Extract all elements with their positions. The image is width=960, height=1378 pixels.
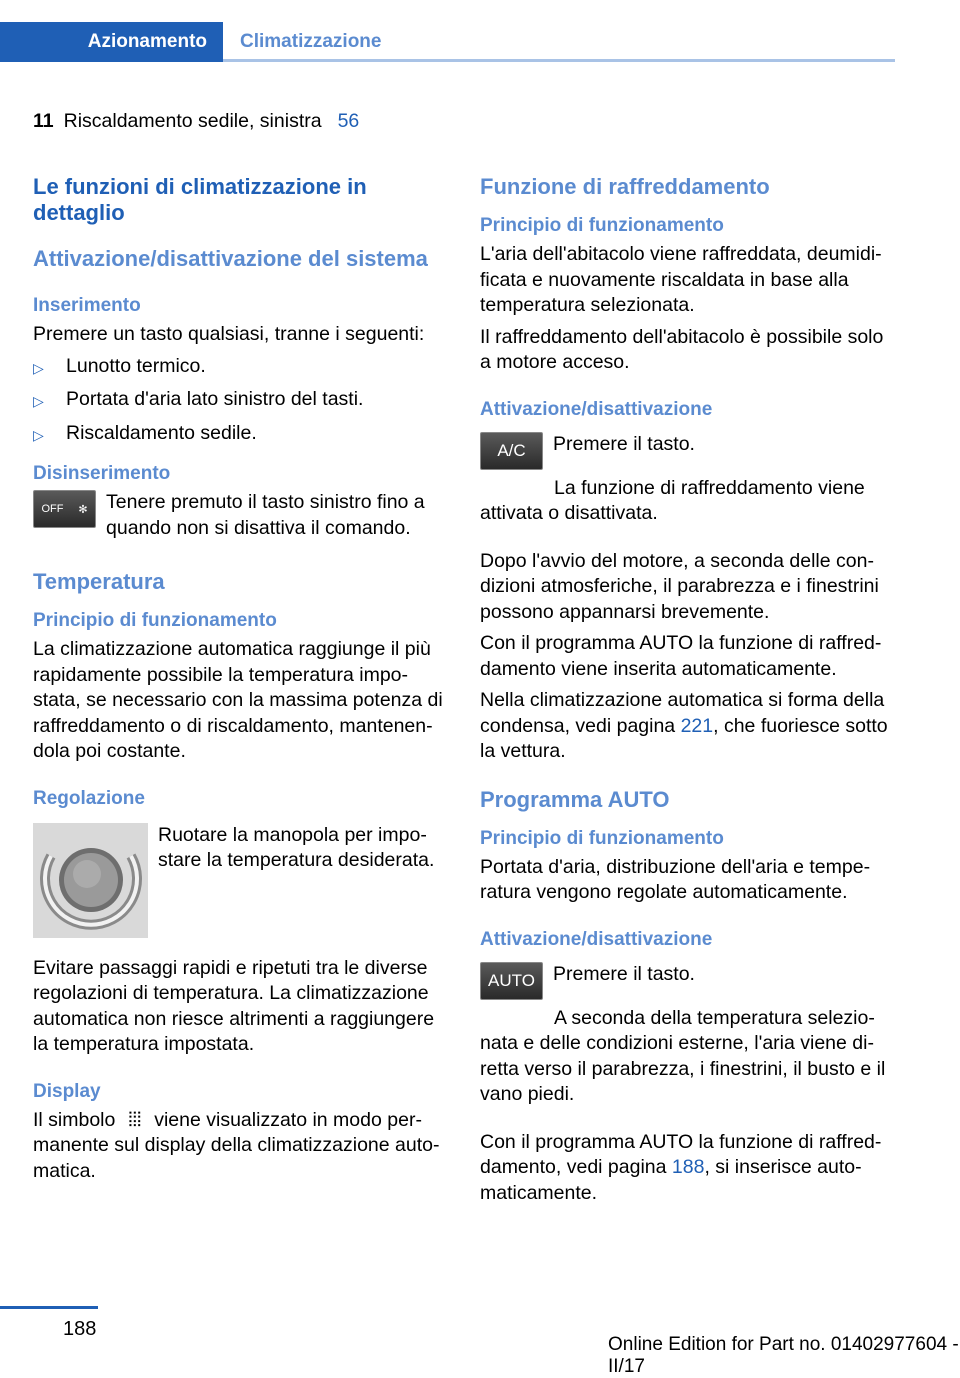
edition-text: Online Edition for Part no. 01402977604 - II/17 <box>608 1334 959 1377</box>
ac-button-row <box>480 432 895 470</box>
dopo-text: Dopo l'avvio del motore, a seconda delle condizioni atmosferiche, il parabrezza e i finestrini possono appannarsi brevemente. <box>480 549 879 623</box>
display-text <box>33 1108 448 1185</box>
knob-row <box>33 823 448 938</box>
inserimento-text: Premere un tasto qualsiasi, tranne i seguenti: <box>33 323 425 345</box>
page-link-221[interactable]: 221 <box>680 714 714 737</box>
left-column <box>33 174 448 1190</box>
con-text: Con il programma AUTO la funzione di raffreddamento viene inserita automaticamente. <box>480 632 882 680</box>
subheading-display: Display <box>33 1080 101 1102</box>
list-item <box>33 421 448 449</box>
header-tabs <box>0 22 895 62</box>
display-text-post: viene visualizzato in modo permanente sul display della climatizzazione automatica. <box>33 1108 440 1182</box>
auto-text1: Premere il tasto. <box>553 962 695 985</box>
tab-azionamento[interactable]: Azionamento <box>0 22 223 62</box>
evitare-text: Evitare passaggi rapidi e ripetuti tra le diverse regolazioni di temperatura. La climatizzazione automatica non riesce altrimenti a raggiungere la temperatura impostata. <box>33 956 435 1055</box>
final-text <box>480 1130 895 1207</box>
right-column <box>480 174 895 1212</box>
nella-text-post: , che fuoriesce sotto la vettura. <box>480 714 888 762</box>
final-text-post: , si inserisce automaticamente. <box>480 1156 862 1204</box>
nella-text <box>480 688 895 765</box>
cooling-symbol-icon: ⦙⦙⦙ <box>128 1108 142 1131</box>
list-item-text: Portata d'aria lato sinistro del tasti. <box>66 388 364 410</box>
list-item <box>33 387 448 415</box>
legend-page-link[interactable]: 56 <box>337 110 360 132</box>
off-button-row <box>33 490 448 547</box>
subheading-attivazione-auto: Attivazione/disattivazione <box>480 928 713 950</box>
temperature-knob-image <box>33 823 148 938</box>
ac-text2: La funzione di raffreddamento viene attivata o disattivata. <box>480 476 865 524</box>
ac-text1: Premere il tasto. <box>553 432 695 455</box>
tab-climatizzazione[interactable]: Climatizzazione <box>240 31 382 52</box>
list-item-text: Lunotto termico. <box>66 354 206 377</box>
subheading-principio: Principio di funzionamento <box>33 610 277 631</box>
triangle-bullet-icon: ▷ <box>33 426 44 443</box>
section-heading-auto: Programma AUTO <box>480 786 670 812</box>
subheading-regolazione: Regolazione <box>33 787 145 809</box>
page-link-188[interactable]: 188 <box>671 1156 705 1178</box>
ac-button-image: A/C <box>480 432 543 470</box>
final-text-pre: Con il programma AUTO la funzione di raffreddamento, vedi pagina <box>480 1130 882 1178</box>
fan-icon: ✻ <box>78 503 88 516</box>
section-heading-temperatura: Temperatura <box>33 569 165 594</box>
triangle-bullet-icon: ▷ <box>33 359 44 376</box>
nella-text-pre: Nella climatizzazione automatica si forma della condensa, vedi pagina <box>480 689 885 737</box>
triangle-bullet-icon: ▷ <box>33 393 44 409</box>
subheading-principio-raffreddamento: Principio di funzionamento <box>480 215 724 236</box>
exception-list <box>33 354 448 449</box>
display-text-pre: Il simbolo <box>33 1108 116 1131</box>
page-title: Le funzioni di climatizzazione in dettaglio <box>33 174 367 225</box>
list-item <box>33 354 448 382</box>
auto-button-image: AUTO <box>480 962 543 1000</box>
principio-raffreddamento-text1: L'aria dell'abitacolo viene raffreddata, deumidificata e nuovamente riscaldata in base alla temperatura selezionata. <box>480 243 882 316</box>
subheading-attivazione-ac: Attivazione/disattivazione <box>480 398 713 420</box>
principio-text: La climatizzazione automatica raggiunge il più rapidamente possibile la temperatura impostata, se necessario con la massima potenza di raffreddamento o di riscaldamento, mantenendola poi costante. <box>33 638 443 762</box>
list-item-text: Riscaldamento sedile. <box>66 421 257 444</box>
portata-text: Portata d'aria, distribuzione dell'aria e temperatura vengono regolate automaticamente. <box>480 855 871 903</box>
subheading-principio-auto: Principio di funzionamento <box>480 827 724 849</box>
principio-raffreddamento-text2: Il raffreddamento dell'abitacolo è possibile solo a motore acceso. <box>480 325 884 373</box>
disinserimento-text: Tenere premuto il tasto sinistro fino a quando non si disattiva il comando. <box>106 491 425 539</box>
tab-underline <box>223 59 895 62</box>
fan-off-button-image <box>33 490 96 528</box>
legend-number: 11 <box>33 110 54 132</box>
section-heading-raffreddamento: Funzione di raffreddamento <box>480 174 770 199</box>
subheading-disinserimento: Disinserimento <box>33 463 171 484</box>
regolazione-text: Ruotare la manopola per impostare la temperatura desiderata. <box>158 823 435 871</box>
knob-icon <box>37 826 145 934</box>
fan-off-label: OFF <box>41 503 64 515</box>
legend-text: Riscaldamento sedile, sinistra <box>63 110 322 132</box>
auto-button-row <box>480 962 895 1000</box>
footer-line <box>0 1306 98 1309</box>
legend-item <box>33 110 359 133</box>
page-number: 188 <box>63 1318 97 1340</box>
subheading-inserimento: Inserimento <box>33 295 141 316</box>
auto-text2: A seconda della temperatura selezionata e delle condizioni esterne, l'aria viene diretta verso il parabrezza, i finestrini, il busto e il vano piedi. <box>480 1006 886 1105</box>
section-heading-system: Attivazione/disattivazione del sistema <box>33 246 428 271</box>
